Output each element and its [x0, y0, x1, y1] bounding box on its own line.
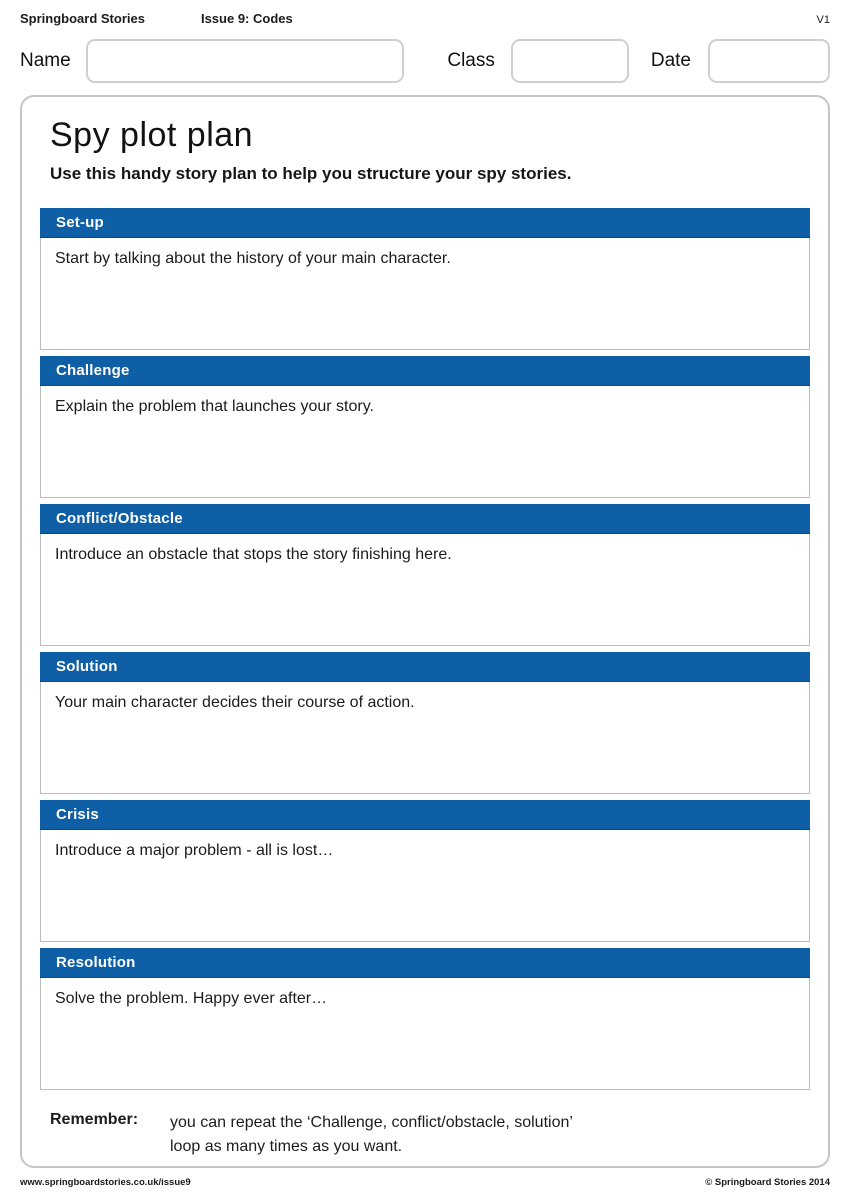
remember-line-2: loop as many times as you want.: [170, 1138, 403, 1155]
section-prompt: Introduce a major problem - all is lost…: [55, 842, 334, 859]
section-prompt: Start by talking about the history of your main character.: [55, 250, 451, 267]
section-writing-area[interactable]: [40, 682, 810, 794]
section-writing-area[interactable]: [40, 978, 810, 1090]
page-footer: [20, 1177, 830, 1188]
section-prompt: Introduce an obstacle that stops the story finishing here.: [55, 546, 452, 563]
class-field[interactable]: [511, 39, 629, 83]
section-solution: [40, 652, 810, 794]
section-heading: Conflict/Obstacle: [40, 504, 810, 534]
date-label: Date: [650, 50, 691, 71]
page-title: Spy plot plan: [50, 116, 254, 154]
section-writing-area[interactable]: [40, 830, 810, 942]
version-label: V1: [816, 14, 830, 26]
section-challenge: [40, 356, 810, 498]
section-prompt: Solve the problem. Happy ever after…: [55, 990, 328, 1007]
page-subtitle: Use this handy story plan to help you structure your spy stories.: [50, 164, 572, 183]
section-heading: Crisis: [40, 800, 810, 830]
section-prompt: Explain the problem that launches your story.: [55, 398, 374, 415]
section-heading: Challenge: [40, 356, 810, 386]
remember-note: [50, 1111, 810, 1159]
section-heading: Set-up: [40, 208, 810, 238]
section-heading: Solution: [40, 652, 810, 682]
section-set-up: [40, 208, 810, 350]
remember-line-1: you can repeat the ‘Challenge, conflict/obstacle, solution’: [170, 1114, 573, 1131]
section-resolution: [40, 948, 810, 1090]
remember-text: [170, 1111, 573, 1159]
name-field[interactable]: [86, 39, 405, 83]
plot-sections: [40, 208, 810, 1090]
section-writing-area[interactable]: [40, 238, 810, 350]
section-writing-area[interactable]: [40, 386, 810, 498]
remember-label: Remember:: [50, 1111, 139, 1128]
brand-name: Springboard Stories: [20, 11, 145, 26]
worksheet-container: [20, 95, 830, 1168]
section-heading: Resolution: [40, 948, 810, 978]
section-conflict-obstacle: [40, 504, 810, 646]
footer-url: www.springboardstories.co.uk/issue9: [20, 1177, 191, 1188]
section-crisis: [40, 800, 810, 942]
page-header: [0, 0, 850, 26]
class-label: Class: [447, 50, 495, 71]
student-info-row: [20, 38, 830, 84]
footer-copyright: © Springboard Stories 2014: [705, 1177, 830, 1188]
section-writing-area[interactable]: [40, 534, 810, 646]
date-field[interactable]: [708, 39, 830, 83]
issue-title: Issue 9: Codes: [200, 11, 293, 26]
name-label: Name: [20, 50, 71, 71]
section-prompt: Your main character decides their course of action.: [55, 694, 415, 711]
